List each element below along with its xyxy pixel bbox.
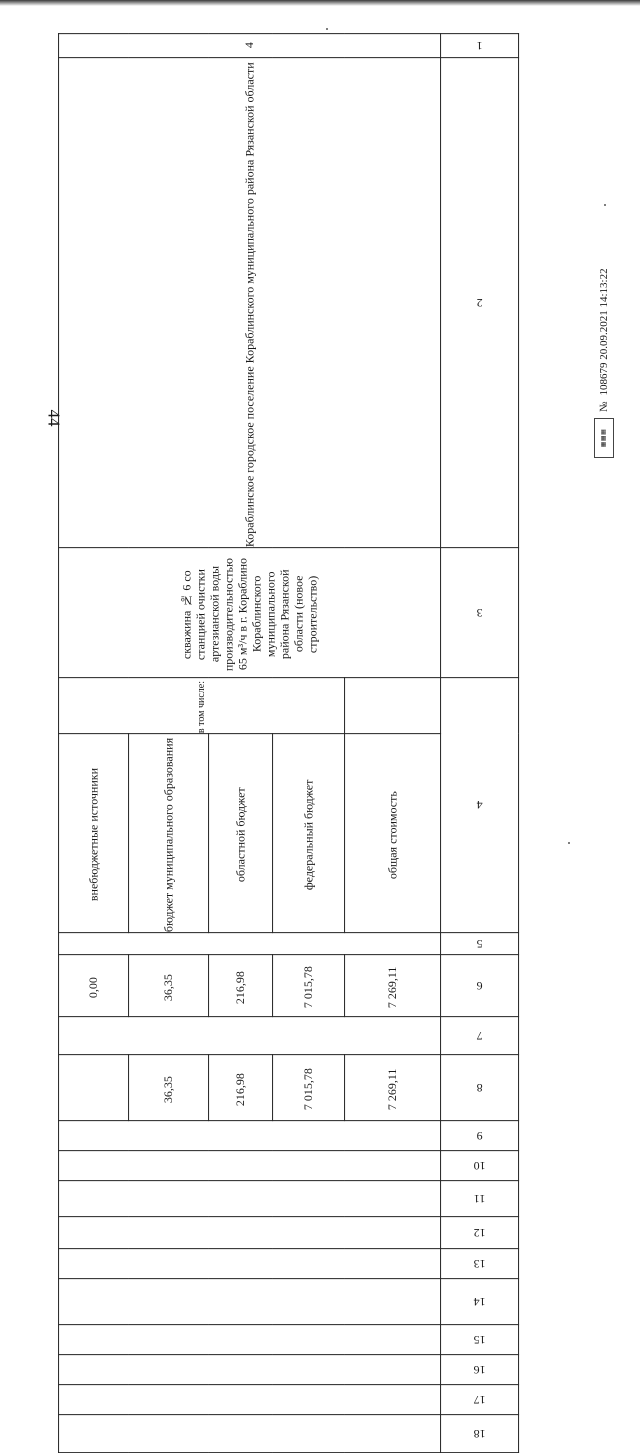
header-col-8: 8 [441, 1055, 519, 1121]
stamp-mark: № [598, 401, 610, 412]
empty-cell [59, 1385, 441, 1415]
empty-cell [59, 1249, 441, 1279]
col8-total: 7 269,11 [345, 1055, 441, 1121]
scan-edge [0, 0, 640, 6]
header-col-6: 6 [441, 955, 519, 1017]
col6-regional: 216,98 [209, 955, 273, 1017]
source-total: общая стоимость [345, 733, 441, 932]
header-col-15: 15 [441, 1325, 519, 1355]
source-municipal: бюджет муниципального образования [129, 733, 209, 932]
col8-municipal: 36,35 [129, 1055, 209, 1121]
empty-cell [59, 1217, 441, 1249]
settlement-name: Кораблинское городское поселение Кораблинского муниципального района Рязанской области [59, 58, 441, 548]
in-that-number-spacer [345, 677, 441, 733]
header-col-2: 2 [441, 58, 519, 548]
object-description: скважина № 6 со станцией очистки артезианской воды производительностью 65 м³/ч в г. Кораблино Кораблинского муниципального района Рязанской области (новое строительство) [59, 547, 441, 677]
header-col-3: 3 [441, 547, 519, 677]
stamp-text: 108679 20.09.2021 14:13:22 [598, 268, 610, 396]
header-col-10: 10 [441, 1151, 519, 1181]
header-col-18: 18 [441, 1415, 519, 1453]
row-number: 4 [59, 34, 441, 58]
col8-regional: 216,98 [209, 1055, 273, 1121]
empty-cell [59, 933, 441, 955]
registry-logo-icon: ▦▦▦ [594, 418, 614, 458]
empty-cell [59, 1121, 441, 1151]
col8-federal: 7 015,78 [273, 1055, 345, 1121]
col6-total: 7 269,11 [345, 955, 441, 1017]
scan-speck [604, 204, 606, 206]
col6-federal: 7 015,78 [273, 955, 345, 1017]
header-col-7: 7 [441, 1017, 519, 1055]
header-col-5: 5 [441, 933, 519, 955]
registration-stamp [594, 268, 614, 458]
empty-cell [59, 1181, 441, 1217]
empty-cell [59, 1355, 441, 1385]
header-col-4: 4 [441, 677, 519, 932]
header-col-9: 9 [441, 1121, 519, 1151]
source-offbudget: внебюджетные источники [59, 733, 129, 932]
source-federal: федеральный бюджет [273, 733, 345, 932]
empty-cell [59, 1279, 441, 1325]
empty-cell [59, 1151, 441, 1181]
empty-cell [59, 1415, 441, 1453]
header-col-16: 16 [441, 1355, 519, 1385]
header-col-1: 1 [441, 34, 519, 58]
col6-municipal: 36,35 [129, 955, 209, 1017]
header-col-14: 14 [441, 1279, 519, 1325]
header-col-12: 12 [441, 1217, 519, 1249]
scan-speck [326, 28, 328, 30]
empty-cell [59, 1017, 441, 1055]
header-col-13: 13 [441, 1249, 519, 1279]
col8-offbudget [59, 1055, 129, 1121]
col6-offbudget: 0,00 [59, 955, 129, 1017]
source-regional: областной бюджет [209, 733, 273, 932]
header-col-11: 11 [441, 1181, 519, 1217]
estimate-table [58, 33, 518, 1442]
page-number: 44 [44, 409, 64, 427]
in-that-number-label: в том числе: [59, 677, 345, 733]
scan-speck [568, 842, 570, 844]
header-col-17: 17 [441, 1385, 519, 1415]
empty-cell [59, 1325, 441, 1355]
